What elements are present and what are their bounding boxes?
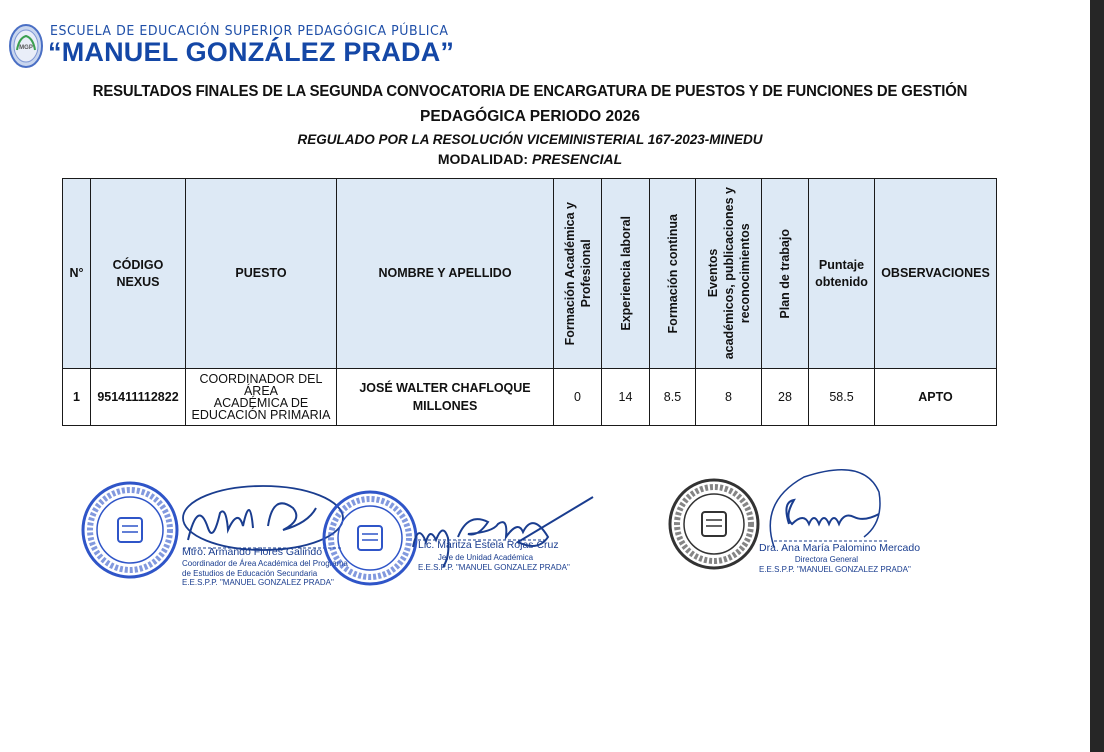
col-header-eventos: Eventos académicos, publicaciones y reconocimientos [696, 179, 762, 369]
signature-block-2 [318, 482, 608, 597]
col-header-experiencia: Experiencia laboral [602, 179, 650, 369]
signer-role: Jefe de Unidad Académica E.E.S.P.P. "MANUEL GONZALEZ PRADA" [418, 553, 570, 572]
cell-eventos: 8 [696, 369, 762, 426]
cell-formacion-continua: 8.5 [650, 369, 696, 426]
cell-observaciones: APTO [875, 369, 997, 426]
institution-name-line2: “MANUEL GONZÁLEZ PRADA” [48, 37, 455, 67]
institution-name-line1: ESCUELA DE EDUCACIÓN SUPERIOR PEDAGÓGICA PÚBLICA [50, 23, 449, 39]
signer-role: Coordinador de Área Académica del Programa de Estudios de Educación Secundaria E.E.S.P.P. "MANUEL GONZALEZ PRADA" [182, 559, 348, 587]
signer-name: Mtro. Armando Flores Galindo [182, 546, 323, 558]
col-header-puntaje: Puntaje obtenido [809, 179, 875, 369]
cell-puesto: COORDINADOR DEL ÁREA ACADÉMICA DE EDUCACIÓN PRIMARIA [186, 369, 337, 426]
col-header-codigo: CÓDIGO NEXUS [91, 179, 186, 369]
signer-role: Directora General E.E.S.P.P. "MANUEL GONZALEZ PRADA" [759, 555, 911, 574]
cell-puntaje: 58.5 [809, 369, 875, 426]
col-header-puesto: PUESTO [186, 179, 337, 369]
cell-formacion-academica: 0 [554, 369, 602, 426]
cell-n: 1 [63, 369, 91, 426]
col-header-plan: Plan de trabajo [762, 179, 809, 369]
table-row [63, 369, 997, 426]
signature-block-3 [664, 462, 921, 582]
viewer-side-panel [1090, 0, 1104, 752]
col-header-formacion-continua: Formación continua [650, 179, 696, 369]
modality-value: PRESENCIAL [531, 151, 623, 167]
signer-name: Dra. Ana María Palomino Mercado [759, 542, 921, 554]
cell-experiencia: 14 [602, 369, 650, 426]
col-header-nombre: NOMBRE Y APELLIDO [337, 179, 554, 369]
cell-codigo: 951411112822 [91, 369, 186, 426]
modality-label: MODALIDAD: [437, 151, 529, 167]
cell-plan: 28 [762, 369, 809, 426]
results-table [62, 178, 997, 426]
table-header-row [63, 179, 997, 369]
signer-name: Lic. Maritza Estela Rojas Cruz [418, 539, 559, 551]
document-title-line1: RESULTADOS FINALES DE LA SEGUNDA CONVOCATORIA DE ENCARGATURA DE PUESTOS Y DE FUNCIONES DE GESTIÓN [92, 83, 968, 100]
col-header-observaciones: OBSERVACIONES [875, 179, 997, 369]
institution-logo [9, 24, 43, 68]
document-title-line2: PEDAGÓGICA PERIODO 2026 [420, 108, 640, 125]
col-header-formacion-academica: Formación Académica y Profesional [554, 179, 602, 369]
regulation-text: REGULADO POR LA RESOLUCIÓN VICEMINISTERIAL 167-2023-MINEDU [297, 132, 763, 147]
modality [60, 151, 1000, 167]
col-header-n: N° [63, 179, 91, 369]
signature-block-1 [78, 478, 358, 598]
cell-nombre: JOSÉ WALTER CHAFLOQUE MILLONES [337, 369, 554, 426]
svg-text:MGP: MGP [19, 45, 33, 51]
